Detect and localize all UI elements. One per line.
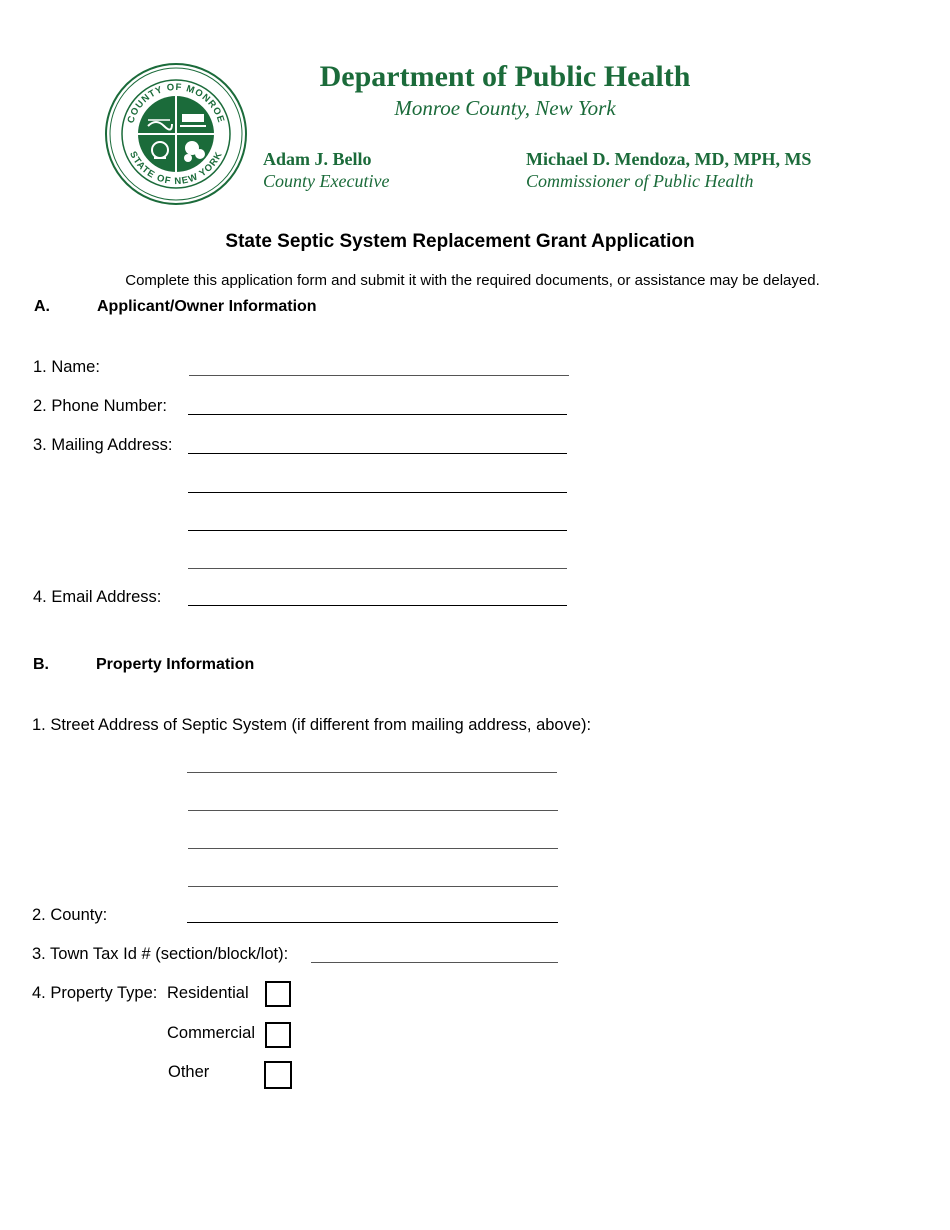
mailing-address-field-line-1[interactable] [188,453,567,454]
section-b-letter: B. [33,656,49,673]
form-title: State Septic System Replacement Grant Application [225,231,695,252]
name-field[interactable] [189,375,569,376]
other-option-label: Other [168,1063,210,1081]
commissioner-title: Commissioner of Public Health [526,171,754,191]
county-field[interactable] [187,922,558,923]
mailing-address-field-line-3[interactable] [188,530,567,531]
svg-text:STATE OF NEW YORK: STATE OF NEW YORK [127,149,225,188]
street-address-field-line-3[interactable] [188,848,558,849]
email-label: 4. Email Address: [33,588,162,606]
commercial-checkbox[interactable] [265,1022,291,1048]
commissioner-name: Michael D. Mendoza, MD, MPH, MS [526,149,812,169]
county-label: 2. County: [32,906,108,924]
tax-id-label: 3. Town Tax Id # (section/block/lot): [32,945,289,963]
street-address-field-line-2[interactable] [188,810,558,811]
county-seal-logo [104,62,248,206]
section-a-title: Applicant/Owner Information [97,298,317,315]
executive-title: County Executive [263,171,390,191]
section-b-title: Property Information [96,656,255,673]
street-address-label: 1. Street Address of Septic System (if different from mailing address, above): [32,716,592,734]
phone-field[interactable] [188,414,567,415]
mailing-address-field-line-4[interactable] [188,568,567,569]
department-location: Monroe County, New York [394,96,616,120]
section-a-letter: A. [34,298,50,315]
commercial-option-label: Commercial [167,1024,256,1042]
residential-option-label: Residential [167,984,249,1002]
tax-id-field[interactable] [311,962,558,963]
street-address-field-line-1[interactable] [187,772,557,773]
phone-label: 2. Phone Number: [33,397,167,415]
residential-checkbox[interactable] [265,981,291,1007]
other-checkbox[interactable] [264,1061,292,1089]
email-field[interactable] [188,605,567,606]
property-type-label: 4. Property Type: [32,984,158,1002]
form-instructions: Complete this application form and submit it with the required documents, or assistance may be delayed. [125,272,820,289]
svg-text:COUNTY OF MONROE: COUNTY OF MONROE [125,81,227,125]
mailing-address-field-line-2[interactable] [188,492,567,493]
mailing-address-label: 3. Mailing Address: [33,436,173,454]
street-address-field-line-4[interactable] [188,886,558,887]
executive-name: Adam J. Bello [263,149,372,169]
name-label: 1. Name: [33,358,100,376]
department-title: Department of Public Health [319,60,691,93]
